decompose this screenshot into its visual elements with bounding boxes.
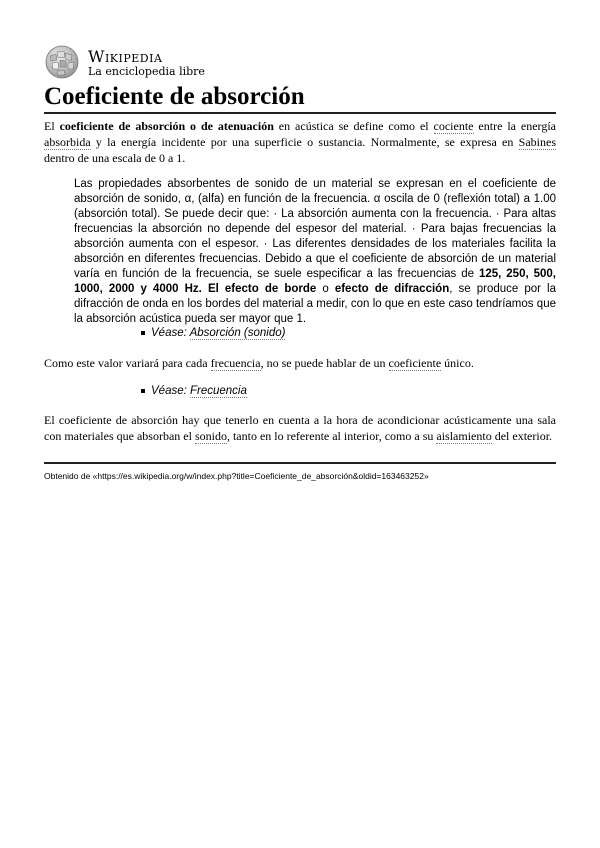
link-coeficiente[interactable]: coeficiente — [388, 356, 442, 370]
title-divider — [44, 112, 556, 114]
bullet-icon — [141, 331, 145, 335]
bullet-icon — [141, 389, 145, 393]
source-footer: Obtenido de «https://es.wikipedia.org/w/index.php?title=Coeficiente_de_absorción&oldid=163463252» — [44, 471, 429, 481]
link-sabines[interactable]: Sabines — [518, 135, 556, 149]
footer-divider — [44, 462, 556, 464]
see-also-item: Véase: Absorción (sonido) — [141, 326, 285, 341]
wikipedia-wordmark[interactable]: Wikipedia — [88, 47, 163, 66]
link-absorbida[interactable]: absorbida — [44, 135, 91, 149]
wikipedia-globe-icon — [44, 44, 80, 80]
paragraph-frecuencia: Como este valor variará para cada frecuencia, no se puede hablar de un coeficiente único. — [44, 356, 474, 370]
blockquote: Las propiedades absorbentes de sonido de un material se expresan en el coeficiente de absorción de sonido, α, (alfa) en función de la frecuencia. α oscila de 0 (reflexión total) a 1.00 (absorción total). Se puede decir que: · La absorción aumenta con la frecuencia. · Para altas frecuencias la absorción no depende del espesor del material. · Para bajas frecuencias la absorción aumenta con el espesor. · Las diferentes densidades de los materiales facilita la absorción en diferentes frecuencias. Debido a que el coeficiente de absorción de un material varía en función de la frecuencia, se suele especificar a las frecuencias de 125, 250, 500, 1000, 2000 y 4000 Hz. El efecto de borde o efecto de difracción, se produce por la difracción de onda en los bordes del material a medir, con lo que en este caso tendríamos que la absorción acústica pueda ser mayor que 1. — [74, 178, 556, 325]
page-title: Coeficiente de absorción — [44, 83, 305, 110]
see-also-item: Véase: Frecuencia — [141, 384, 247, 399]
link-frecuencia-see[interactable]: Frecuencia — [190, 385, 247, 397]
wikipedia-tagline: La enciclopedia libre — [88, 65, 205, 78]
link-cociente[interactable]: cociente — [433, 119, 474, 133]
source-url-link[interactable]: https://es.wikipedia.org/w/index.php?title=Coeficiente_de_absorción&oldid=163463252 — [97, 471, 424, 481]
link-absorcion-sonido[interactable]: Absorción (sonido) — [189, 327, 286, 339]
link-frecuencia[interactable]: frecuencia — [210, 356, 261, 370]
intro-paragraph: El coeficiente de absorción o de atenuación en acústica se define como el cociente entre la energía absorbida y la energía incidente por una superficie o sustancia. Normalmente, se expresa en Sabines dentro de una escala de 0 a 1. — [44, 119, 556, 165]
term-bold: coeficiente de absorción o de atenuación — [59, 119, 274, 133]
link-aislamiento[interactable]: aislamiento — [436, 429, 492, 443]
link-sonido[interactable]: sonido — [194, 429, 227, 443]
paragraph-acondicionar: El coeficiente de absorción hay que tenerlo en cuenta a la hora de acondicionar acústicamente una sala con materiales que absorban el sonido, tanto en lo referente al interior, como a su aislamiento del exterior. — [44, 413, 556, 443]
